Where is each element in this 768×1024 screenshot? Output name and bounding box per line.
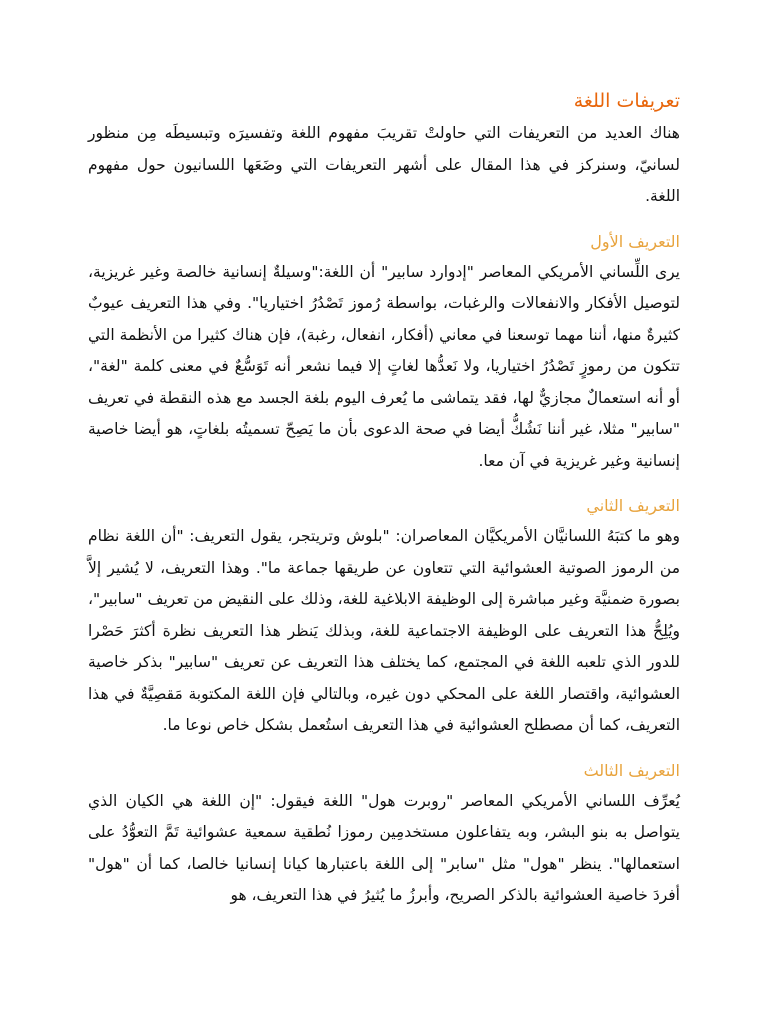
section-paragraph-third-definition: يُعرِّف اللساني الأمريكي المعاصر "روبرت هول" اللغة فيقول: "إن اللغة هي الكيان الذي يتواصل به بنو البشر، وبه يتفاعلون مستخدمِين رموزا نُطقية سمعية عشوائية تَمَّ التعوُّدُ على استعمالها". ينظر "هول" مثل "سابر" إلى اللغة باعتبارها كيانا إنسانيا خالصا، كما أن "هول" أفردَ خاصية العشوائية بالذكر الصريح، وأبرزُ ما يُثيرُ في هذا التعريف، هو — [88, 791, 680, 904]
intro-paragraph: هناك العديد من التعريفات التي حاولتْ تقريبَ مفهوم اللغة وتفسيرَه وتبسيطَه مِن منظور لسانيّ، وسنركز في هذا المقال على أشهر التعريفات التي وضَعَها اللسانيون حول مفهوم اللغة. — [88, 124, 680, 205]
section-paragraph-first-definition: يرى اللِّساني الأمريكي المعاصر "إدوارد سابير" أن اللغة:"وسيلةٌ إنسانية خالصة وغير غريزية، لتوصيل الأفكار والانفعالات والرغبات، بواسطة رُموز تَصْدُرُ اختياريا". وفي هذا التعريف عيوبٌ كثيرةٌ منها، أننا مهما توسعنا في معاني (أفكار، انفعال، رغبة)، فإن هناك كثيرا من الأنظمة التي تتكون من رموزٍ تَصْدُرُ اختياريا، ولا نَعدُّها لغاتٍ إلا فيما نشعر أنه تَوَسُّعٌ في معنى كلمة "لغة"، أو أنه استعمالٌ مجازيٌّ لها، فقد يتماشى ما يُعرف اليوم بلغة الجسد مع هذه النقطة في تعريف "سابير" مثلا، غير أننا نَشُكُّ أيضا في صحة الدعوى بأن ما يَصِحّ تسميتُه بلغاتٍ، هو أيضا خاصية إنسانية وغير غريزية في آن معا. — [88, 262, 680, 470]
section-heading-first-definition: التعريف الأول — [590, 231, 680, 251]
section-heading-second-definition: التعريف الثاني — [586, 496, 680, 515]
section-heading-third-definition: التعريف الثالث — [583, 760, 680, 780]
page-title: تعريفات اللغة — [573, 90, 680, 112]
section-paragraph-second-definition: وهو ما كتبَهُ اللسانيَّان الأمريكيَّان المعاصران: "بلوش وتريتجر، يقول التعريف: "أن اللغة نظام من الرموز الصوتية العشوائية التي تتعاون عن طريقها جماعة ما". وهذا التعريف، لا يُشير إلاَّ بصورة ضمنيَّة وغير مباشرة إلى الوظيفة الابلاغية للغة، وذلك على النقيض من تعريف "سابير"، ويُلِحُّ هذا التعريف على الوظيفة الاجتماعية للغة، وبذلك يَنظر هذا التعريف نظرة أكثرَ حَصْرا للدور الذي تلعبه اللغة في المجتمع، كما يختلف هذا التعريف عن تعريف "سابير" بذكر خاصية العشوائية، واقتصار اللغة على المحكي دون غيره، وبالتالي فإن اللغة المكتوبة مَقصِيَّةٌ في هذا التعريف، كما أن مصطلح العشوائية في هذا التعريف استُعمل بشكل خاص نوعا ما. — [88, 527, 680, 734]
article — [88, 86, 680, 912]
